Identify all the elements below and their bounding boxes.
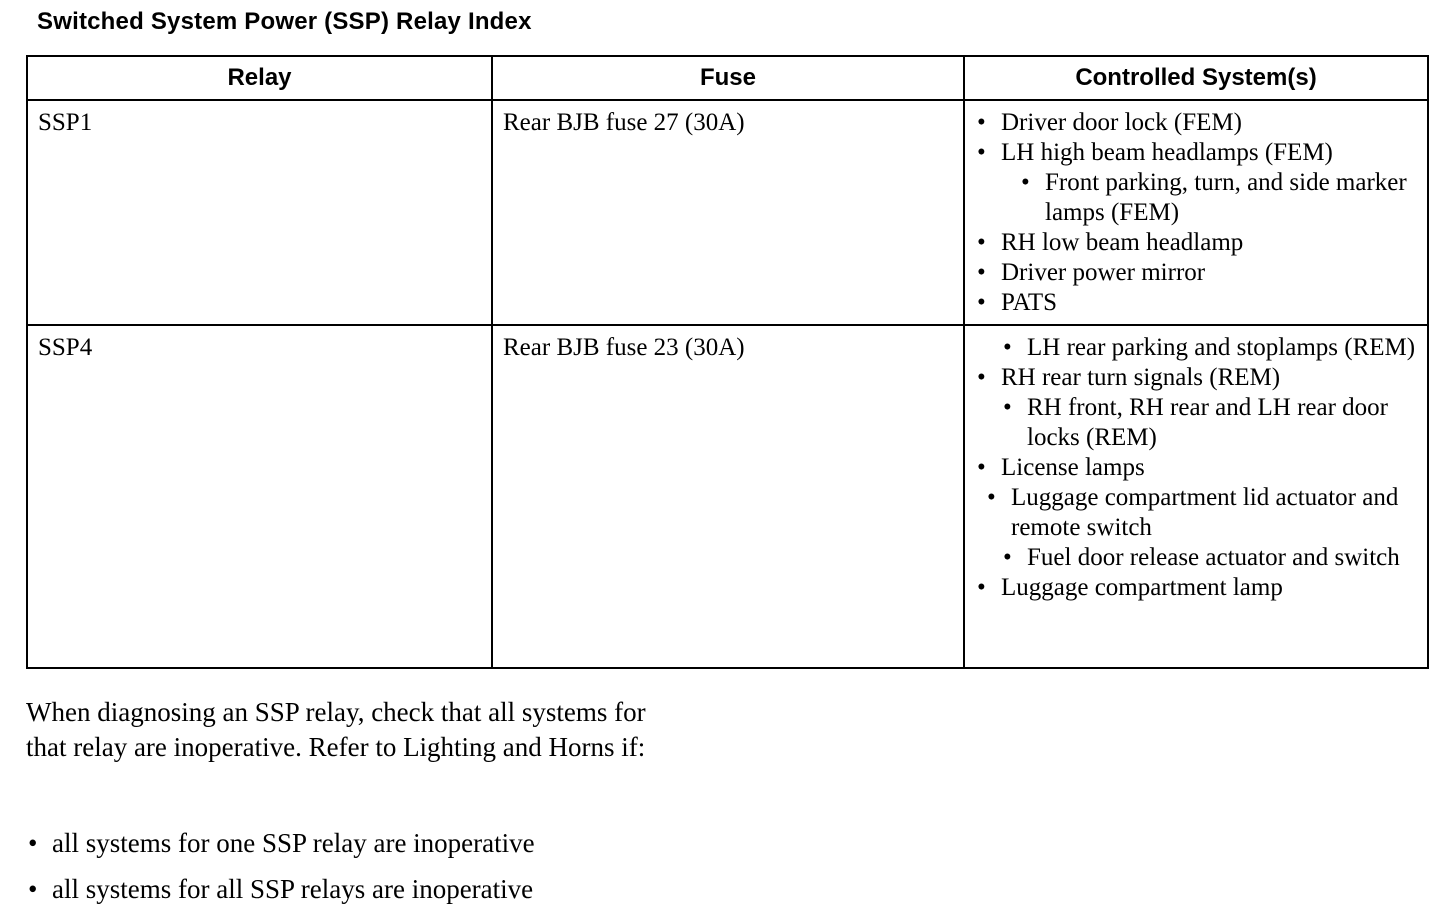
header-relay: Relay [27,56,492,100]
list-item: • Front parking, turn, and side marker lamps (FEM) [1019,168,1417,228]
list-item: • RH rear turn signals (REM) [975,363,1417,393]
controlled-systems-list [975,108,1417,318]
diagnosis-note: When diagnosing an SSP relay, check that all systems for that relay are inoperative. Refer to Lighting and Horns if: [26,697,646,762]
list-item: • PATS [975,288,1417,318]
fuse-cell: Rear BJB fuse 27 (30A) [492,100,964,325]
controlled-systems-list [975,333,1417,603]
header-fuse: Fuse [492,56,964,100]
list-item: • all systems for all SSP relays are inoperative [26,866,535,912]
list-item: • RH front, RH rear and LH rear door locks (REM) [1001,393,1417,453]
controlled-systems-cell [964,325,1428,668]
list-item: • Driver door lock (FEM) [975,108,1417,138]
table-header-row [27,56,1428,100]
list-item: • Driver power mirror [975,258,1417,288]
table-row [27,325,1428,668]
list-item: • LH rear parking and stoplamps (REM) [1001,333,1417,363]
page-title: Switched System Power (SSP) Relay Index [37,8,532,35]
list-item: • LH high beam headlamps (FEM) [975,138,1417,168]
list-item: • Luggage compartment lid actuator and remote switch [985,483,1417,543]
list-item: • all systems for one SSP relay are inoperative [26,820,535,866]
fuse-cell: Rear BJB fuse 23 (30A) [492,325,964,668]
diagnosis-conditions-list [26,820,535,912]
table-row [27,100,1428,325]
list-item: • License lamps [975,453,1417,483]
list-item: • Luggage compartment lamp [975,573,1417,603]
list-item: • RH low beam headlamp [975,228,1417,258]
list-item: • Fuel door release actuator and switch [1001,543,1417,573]
controlled-systems-cell [964,100,1428,325]
relay-cell: SSP4 [27,325,492,668]
relay-index-table [26,55,1429,669]
relay-cell: SSP1 [27,100,492,325]
header-controlled-systems: Controlled System(s) [964,56,1428,100]
